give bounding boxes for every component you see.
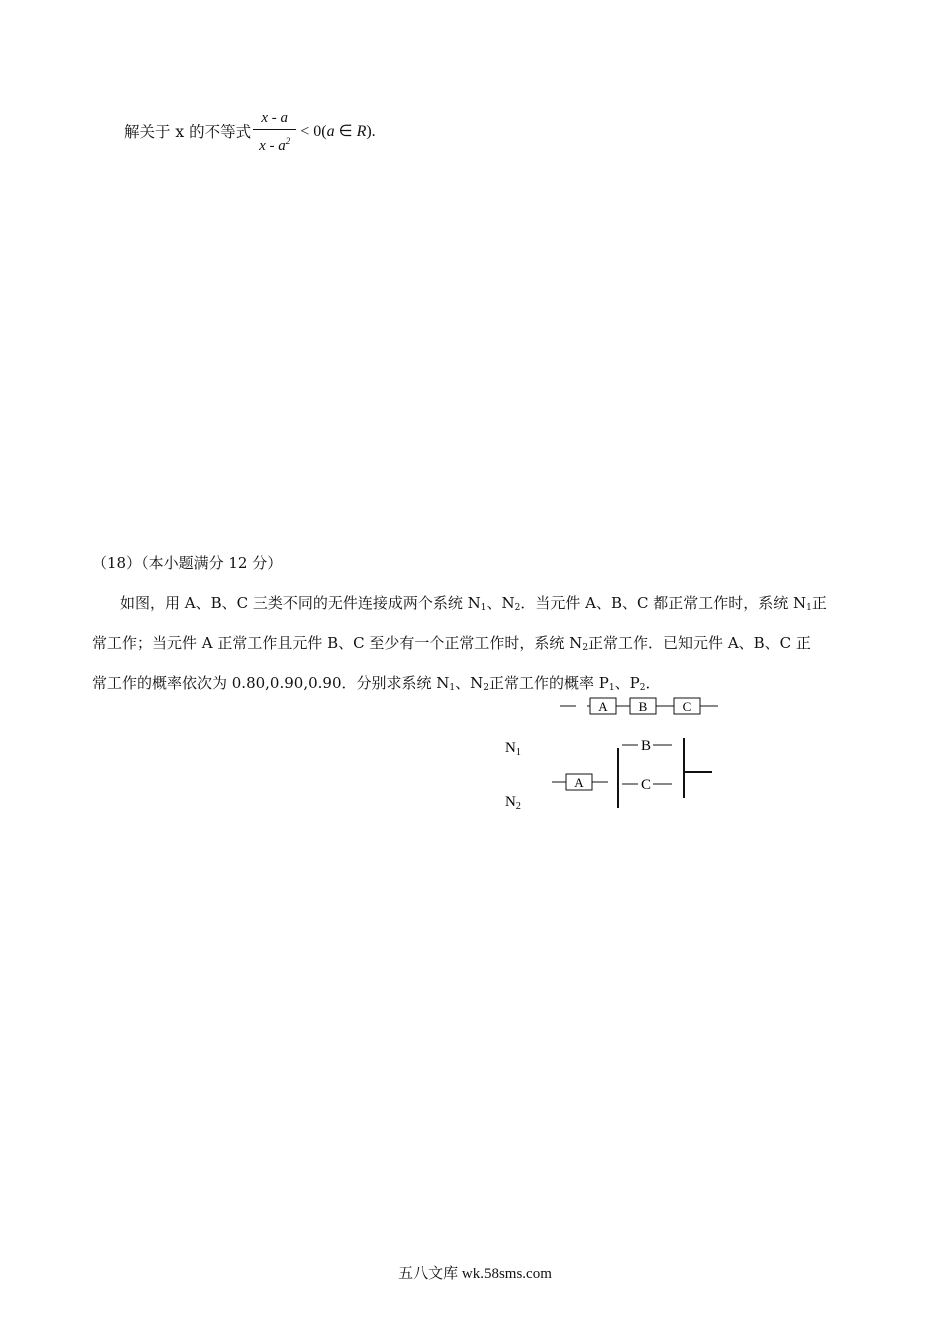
line2-b: 正常工作．已知元件 A、B、C 正 bbox=[588, 634, 811, 652]
sub: 2 bbox=[639, 683, 646, 693]
sub: 1 bbox=[449, 683, 456, 693]
fraction-denominator bbox=[253, 129, 296, 155]
sub: 2 bbox=[582, 643, 589, 653]
tail-lt: < 0( bbox=[300, 123, 327, 140]
line3-b: 、N bbox=[455, 674, 484, 692]
line3-e: ． bbox=[645, 674, 661, 692]
sub: 1 bbox=[806, 603, 812, 613]
problem-17-prefix: 解关于 x 的不等式 bbox=[124, 123, 252, 141]
inequality-tail bbox=[300, 114, 375, 150]
system-n2-circuit bbox=[552, 738, 712, 808]
fraction bbox=[253, 109, 296, 155]
label-n2 bbox=[505, 794, 521, 812]
box-a-n1-label: A bbox=[598, 699, 608, 714]
label-n1-n: N bbox=[505, 740, 516, 756]
line1-b: 、N bbox=[486, 594, 515, 612]
sub: 2 bbox=[483, 683, 490, 693]
denominator-base: x - a bbox=[259, 138, 286, 154]
sub: 1 bbox=[608, 683, 615, 693]
sub: 2 bbox=[514, 603, 521, 613]
problem-18-header: （18）（本小题满分 12 分） bbox=[92, 554, 283, 572]
label-n2-sub: 2 bbox=[515, 801, 521, 812]
box-a-n2-label: A bbox=[574, 775, 584, 790]
body-line-2 bbox=[92, 626, 872, 666]
tail-in: ∈ bbox=[334, 123, 357, 140]
problem-17 bbox=[124, 109, 376, 155]
system-diagram bbox=[480, 690, 740, 830]
fraction-numerator: x - a bbox=[261, 110, 289, 126]
sub: 1 bbox=[480, 603, 487, 613]
body-line-1 bbox=[92, 586, 872, 626]
branch-c-label: C bbox=[640, 777, 652, 793]
tail-end: ). bbox=[366, 123, 376, 140]
box-c-n1-label: C bbox=[682, 699, 692, 714]
label-n1 bbox=[505, 740, 521, 758]
branch-b-label: B bbox=[640, 738, 652, 754]
label-n2-n: N bbox=[505, 794, 516, 810]
tail-var: a bbox=[326, 123, 335, 140]
line3-d: 、P bbox=[614, 674, 640, 692]
line1-a: 如图，用 A、B、C 三类不同的无件连接成两个系统 N bbox=[120, 594, 481, 612]
line3-c: 正常工作的概率 P bbox=[489, 674, 609, 692]
tail-set: R bbox=[356, 123, 367, 140]
line1-d: 正 bbox=[811, 594, 827, 612]
line1-c: ．当元件 A、B、C 都正常工作时，系统 N bbox=[520, 594, 807, 612]
line2-a: 常工作；当元件 A 正常工作且元件 B、C 至少有一个正常工作时，系统 N bbox=[92, 634, 583, 652]
line3-a: 常工作的概率依次为 0.80,0.90,0.90．分别求系统 N bbox=[92, 674, 450, 692]
label-n1-sub: 1 bbox=[515, 747, 521, 758]
diagram-svg bbox=[480, 690, 740, 830]
box-b-n1-label: B bbox=[638, 699, 648, 714]
footer-watermark: 五八文库 wk.58sms.com bbox=[398, 1266, 552, 1282]
denominator-exponent: 2 bbox=[285, 136, 291, 146]
problem-18-body bbox=[92, 586, 872, 706]
